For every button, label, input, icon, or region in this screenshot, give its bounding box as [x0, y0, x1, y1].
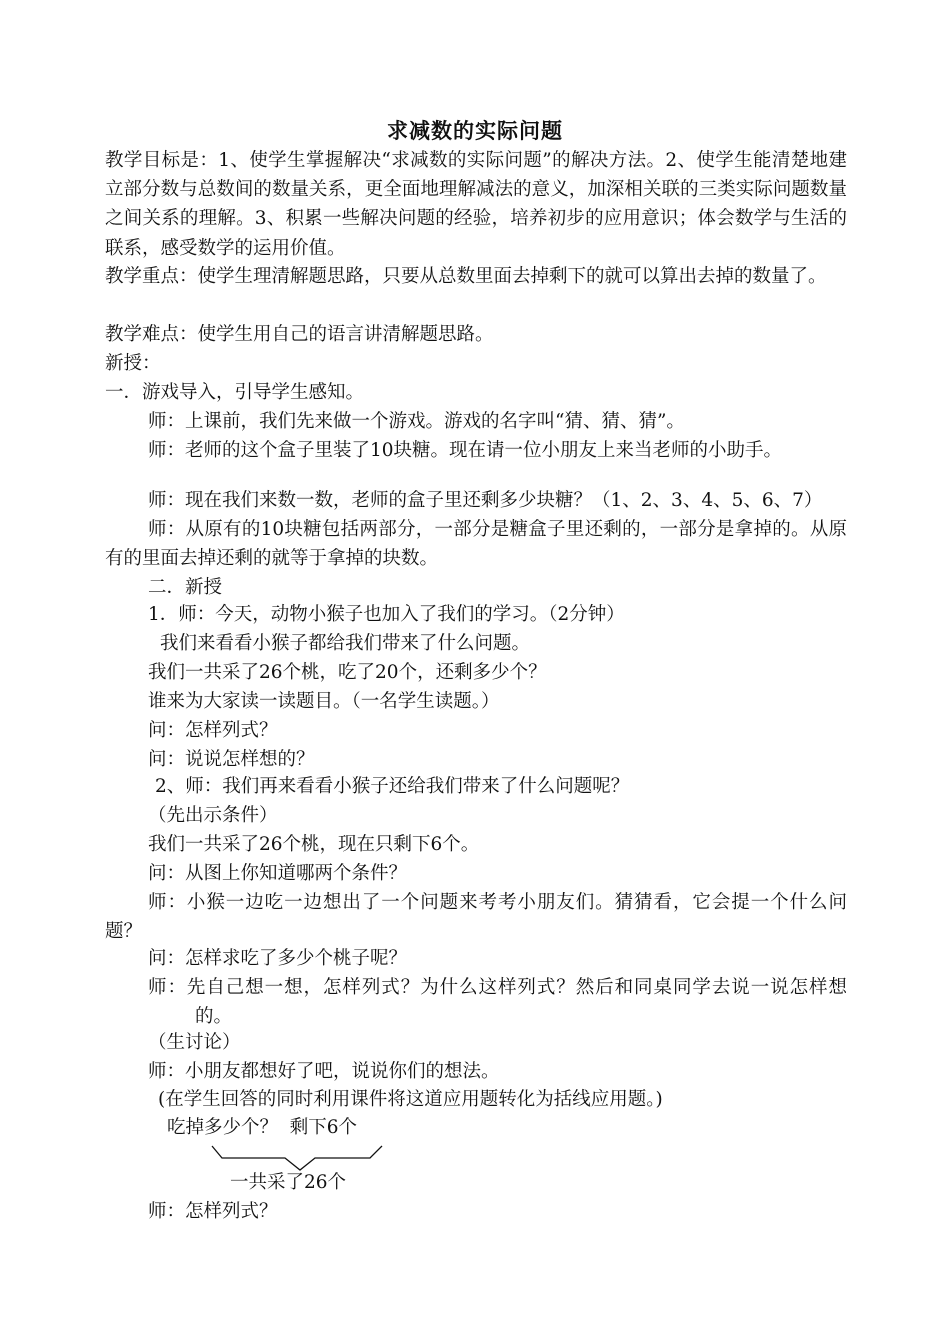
problem-2-line-9: 师：小朋友都想好了吧，说说你们的想法。 [148, 1061, 500, 1082]
problem-2-line-6: 问：怎样求吃了多少个桃子呢？ [148, 948, 408, 969]
problem-2-line-5: 师：小猴一边吃一边想出了一个问题来考考小朋友们。猜猜看，它会提一个什么问题？ [105, 892, 847, 943]
problem-2-line-10: (在学生回答的同时利用课件将这道应用题转化为括线应用题。) [158, 1089, 663, 1110]
section-1-line-2: 师：老师的这个盒子里装了10块糖。现在请一位小朋友上来当老师的小助手。 [148, 440, 783, 461]
section-1-line-3: 师：现在我们来数一数，老师的盒子里还剩多少块糖？（1、2、3、4、5、6、7） [148, 490, 823, 511]
section-1-heading: 一．游戏导入，引导学生感知。 [105, 382, 365, 403]
teaching-goals: 教学目标是：1、使学生掌握解决“求减数的实际问题”的解决方法。2、使学生能清楚地建立部分数与总数间的数量关系，更全面地理解减法的意义，加深相关联的三类实际问题数量之间关系的理解。3、积累一些解决问题的经验，培养初步的应用意识；体会数学与生活的联系，感受数学的运用价值。 [105, 150, 847, 259]
new-lesson-label: 新授： [105, 353, 161, 374]
teaching-difficulty: 教学难点：使学生用自己的语言讲清解题思路。 [105, 324, 494, 345]
section-2-heading: 二．新授 [148, 577, 223, 598]
problem-1-line-5: 问：怎样列式？ [148, 720, 278, 741]
problem-1-statement: 我们一共采了26个桃，吃了20个，还剩多少个？ [148, 662, 547, 683]
diagram-top-label: 吃掉多少个？ 剩下6个 [167, 1117, 358, 1138]
problem-2-statement: 我们一共采了26个桃，现在只剩下6个。 [148, 834, 480, 855]
problem-1-intro: 1．师：今天，动物小猴子也加入了我们的学习。（2分钟） [148, 604, 625, 625]
section-1-line-4: 师：从原有的10块糖包括两部分，一部分是糖盒子里还剩的，一部分是拿掉的。从原有的里面去掉还剩的就等于拿掉的块数。 [105, 519, 847, 570]
teaching-key-point: 教学重点：使学生理清解题思路，只要从总数里面去掉剩下的就可以算出去掉的数量了。 [105, 266, 827, 287]
problem-2-line-2: （先出示条件） [148, 805, 278, 826]
problem-2-intro: 2、师：我们再来看看小猴子还给我们带来了什么问题呢？ [155, 776, 630, 797]
problem-2-line-7: 师：先自己想一想，怎样列式？为什么这样列式？然后和同桌同学去说一说怎样想的。 [148, 977, 847, 1028]
problem-2-line-8: （生讨论） [148, 1032, 241, 1053]
document-title: 求减数的实际问题 [387, 118, 563, 143]
problem-1-line-4: 谁来为大家读一读题目。（一名学生读题。） [148, 691, 500, 712]
problem-1-line-6: 问：说说怎样想的？ [148, 749, 315, 770]
section-1-line-1: 师：上课前，我们先来做一个游戏。游戏的名字叫“猜、猜、猜”。 [148, 411, 685, 432]
problem-2-line-4: 问：从图上你知道哪两个条件？ [148, 863, 408, 884]
final-question: 师：怎样列式？ [148, 1201, 278, 1222]
diagram-bottom-label: 一共采了26个 [230, 1172, 347, 1193]
problem-1-line-2: 我们来看看小猴子都给我们带来了什么问题。 [160, 633, 531, 654]
brace-line [212, 1146, 382, 1170]
